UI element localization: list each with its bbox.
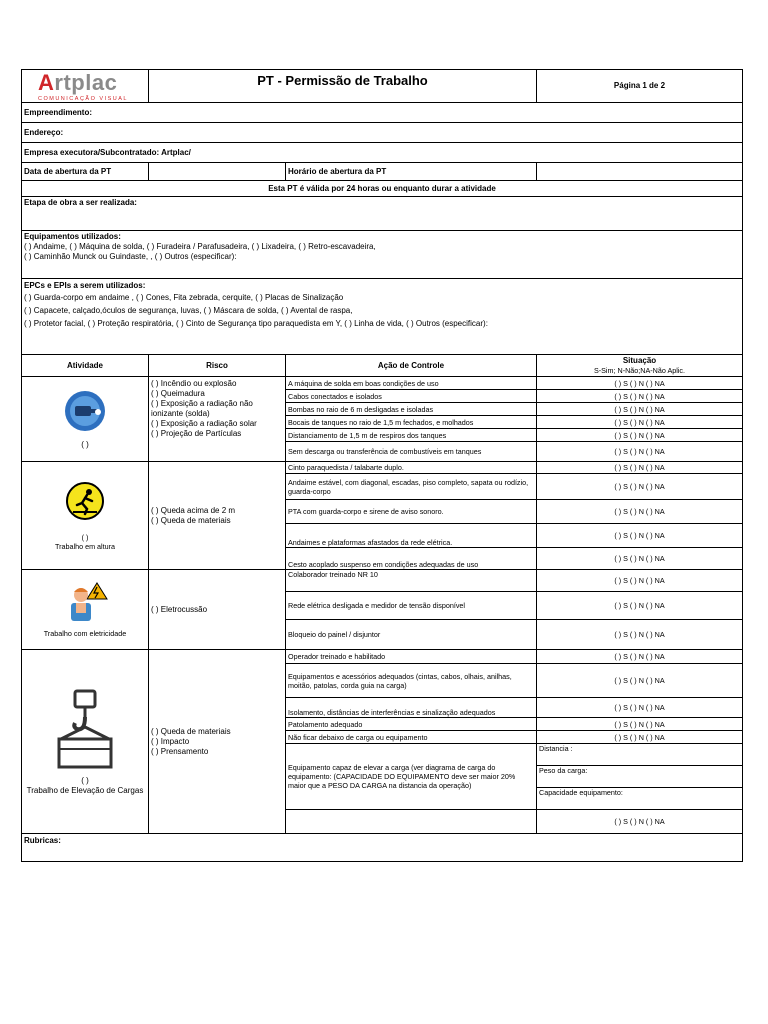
fall-hazard-icon xyxy=(65,481,105,521)
action-item: Sem descarga ou transferência de combustíveis em tanques xyxy=(286,442,537,462)
action-item: Cinto paraquedista / talabarte duplo. xyxy=(286,462,537,474)
height-activity-name: Trabalho em altura xyxy=(54,541,116,551)
risk-item[interactable]: ( ) Queda acima de 2 m xyxy=(151,505,236,515)
risks-lifting xyxy=(149,650,286,834)
electricity-activity-name: Trabalho com eletricidade xyxy=(43,629,127,638)
crane-hook-icon xyxy=(47,687,123,771)
epc-line-3[interactable]: ( ) Protetor facial, ( ) Proteção respiratória, ( ) Cinto de Segurança tipo paraquedista em Y, ( ) Linha de vida, ( ) Outros (especificar): xyxy=(24,319,488,328)
peso-carga-field[interactable]: Peso da carga: xyxy=(537,766,743,788)
equipment-line-1[interactable]: ( ) Andaime, ( ) Máquina de solda, ( ) Furadeira / Parafusadeira, ( ) Lixadeira, ( ) Retro-escavadeira, xyxy=(24,242,376,251)
action-item: Rede elétrica desligada e medidor de tensão disponível xyxy=(286,592,537,620)
action-item: Operador treinado e habilitado xyxy=(286,650,537,664)
status-options[interactable]: ( ) S ( ) N ( ) NA xyxy=(537,416,743,429)
lifting-activity-name: Trabalho de Elevação de Cargas xyxy=(26,786,144,795)
logo: Artplac COMUNICAÇÃO VISUAL xyxy=(22,70,149,103)
risk-item[interactable]: ( ) Queda de materiais xyxy=(151,726,231,736)
logo-brand-rest: rtplac xyxy=(54,70,118,95)
status-options[interactable]: ( ) S ( ) N ( ) NA xyxy=(537,462,743,474)
equipment-heading: Equipamentos utilizados: xyxy=(24,232,121,241)
risk-item[interactable]: ( ) Exposição a radiação solar xyxy=(151,419,257,428)
action-item: Equipamento capaz de elevar a carga (ver diagrama de carga do equipamento: (CAPACIDADE DO EQUIPAMENTO deve ser maior 20% maior que a PESO DA CARGA na distancia da operação) xyxy=(286,744,537,810)
risk-item[interactable]: ( ) Projeção de Partículas xyxy=(151,429,242,438)
status-options[interactable]: ( ) S ( ) N ( ) NA xyxy=(537,442,743,462)
capacidade-field[interactable]: Capacidade equipamento: xyxy=(537,788,743,810)
action-item: Bombas no raio de 6 m desligadas e isoladas xyxy=(286,403,537,416)
electrician-icon xyxy=(61,581,109,625)
col-atividade: Atividade xyxy=(22,355,149,377)
status-options[interactable]: ( ) S ( ) N ( ) NA xyxy=(537,664,743,698)
risk-item[interactable]: ( ) Impacto xyxy=(151,736,190,746)
action-item: Isolamento, distâncias de interferências e sinalização adequados xyxy=(286,698,537,718)
validity-note: Esta PT é válida por 24 horas ou enquanto durar a atividade xyxy=(22,181,743,197)
etapa-field[interactable]: Etapa de obra a ser realizada: xyxy=(22,197,743,231)
status-options[interactable]: ( ) S ( ) N ( ) NA xyxy=(537,731,743,744)
equipment-line-2[interactable]: ( ) Caminhão Munck ou Guindaste, , ( ) Outros (especificar): xyxy=(24,252,237,261)
col-risco: Risco xyxy=(149,355,286,377)
status-options[interactable]: ( ) S ( ) N ( ) NA xyxy=(537,810,743,834)
risk-item[interactable]: ( ) Eletrocussão xyxy=(151,604,208,614)
status-options[interactable]: ( ) S ( ) N ( ) NA xyxy=(537,548,743,570)
page-title: PT - Permissão de Trabalho xyxy=(149,70,537,103)
endereco-field[interactable]: Endereço: xyxy=(22,123,743,143)
epc-heading: EPCs e EPIs a serem utilizados: xyxy=(24,281,146,290)
col-acao: Ação de Controle xyxy=(286,355,537,377)
equipment-section xyxy=(22,231,743,279)
horario-abertura-label: Horário de abertura da PT xyxy=(286,163,537,181)
status-options[interactable]: ( ) S ( ) N ( ) NA xyxy=(537,474,743,500)
action-item: Distanciamento de 1,5 m de respiros dos tanques xyxy=(286,429,537,442)
logo-subtitle: COMUNICAÇÃO VISUAL xyxy=(38,96,128,102)
risks-electricity xyxy=(149,570,286,650)
action-item: Andaime estável, com diagonal, escadas, piso completo, sapata ou rodízio, guarda-corpo xyxy=(286,474,537,500)
page-number: Página 1 de 2 xyxy=(537,70,743,103)
welding-checkbox[interactable]: ( ) xyxy=(81,439,89,449)
distancia-field[interactable]: Distancia : xyxy=(537,744,743,766)
status-options[interactable]: ( ) S ( ) N ( ) NA xyxy=(537,524,743,548)
status-options[interactable]: ( ) S ( ) N ( ) NA xyxy=(537,718,743,731)
risks-welding xyxy=(149,377,286,462)
status-options[interactable]: ( ) S ( ) N ( ) NA xyxy=(537,429,743,442)
activity-electricity xyxy=(22,570,149,650)
activity-height xyxy=(22,462,149,570)
epc-line-1[interactable]: ( ) Guarda-corpo em andaime , ( ) Cones, Fita zebrada, cerquite, ( ) Placas de Sinalização xyxy=(24,293,344,302)
status-options[interactable]: ( ) S ( ) N ( ) NA xyxy=(537,403,743,416)
status-options[interactable]: ( ) S ( ) N ( ) NA xyxy=(537,390,743,403)
risk-item[interactable]: ( ) Queda de materiais xyxy=(151,515,231,525)
risk-item[interactable]: ( ) Prensamento xyxy=(151,746,209,756)
action-item: PTA com guarda-corpo e sirene de aviso sonoro. xyxy=(286,500,537,524)
status-options[interactable]: ( ) S ( ) N ( ) NA xyxy=(537,570,743,592)
status-options[interactable]: ( ) S ( ) N ( ) NA xyxy=(537,620,743,650)
action-item: Andaimes e plataformas afastados da rede elétrica. xyxy=(286,524,537,548)
action-item: A máquina de solda em boas condições de uso xyxy=(286,377,537,390)
epc-line-2[interactable]: ( ) Capacete, calçado,óculos de segurança, luvas, ( ) Máscara de solda, ( ) Avental de raspa, xyxy=(24,306,353,315)
action-item: Bocais de tanques no raio de 1,5 m fechados, e molhados xyxy=(286,416,537,429)
col-situacao: Situação S-Sim; N-Não;NA-Não Aplic. xyxy=(537,355,743,377)
action-item: Equipamentos e acessórios adequados (cintas, cabos, olhais, anilhas, moitão, patolas, corda guia na carga) xyxy=(286,664,537,698)
situacao-legend: S-Sim; N-Não;NA-Não Aplic. xyxy=(593,366,686,375)
status-options[interactable]: ( ) S ( ) N ( ) NA xyxy=(537,592,743,620)
status-options[interactable]: ( ) S ( ) N ( ) NA xyxy=(537,377,743,390)
horario-abertura-input[interactable] xyxy=(537,163,743,181)
risk-item[interactable]: ( ) Exposição a radiação não ionizante (solda) xyxy=(151,399,253,418)
data-abertura-input[interactable] xyxy=(149,163,286,181)
lifting-blank xyxy=(286,810,537,834)
action-item: Cesto acoplado suspenso em condições adequadas de uso xyxy=(286,548,537,570)
epc-section xyxy=(22,279,743,355)
activity-welding xyxy=(22,377,149,462)
risk-item[interactable]: ( ) Incêndio ou explosão xyxy=(151,379,237,388)
action-item: Cabos conectados e isolados xyxy=(286,390,537,403)
empreendimento-field[interactable]: Empreendimento: xyxy=(22,103,743,123)
height-checkbox[interactable]: ( ) xyxy=(81,532,89,542)
action-item: Colaborador treinado NR 10 xyxy=(286,570,537,592)
risk-item[interactable]: ( ) Queimadura xyxy=(151,389,205,398)
status-options[interactable]: ( ) S ( ) N ( ) NA xyxy=(537,500,743,524)
activity-lifting xyxy=(22,650,149,834)
status-options[interactable]: ( ) S ( ) N ( ) NA xyxy=(537,698,743,718)
action-item: Não ficar debaixo de carga ou equipamento xyxy=(286,731,537,744)
action-item: Patolamento adequado xyxy=(286,718,537,731)
lifting-checkbox[interactable]: ( ) xyxy=(81,776,89,785)
empresa-field[interactable]: Empresa executora/Subcontratado: Artplac/ xyxy=(22,143,743,163)
rubricas-field[interactable]: Rubricas: xyxy=(22,834,743,862)
status-options[interactable]: ( ) S ( ) N ( ) NA xyxy=(537,650,743,664)
data-abertura-label: Data de abertura da PT xyxy=(22,163,149,181)
risks-height xyxy=(149,462,286,570)
welding-icon xyxy=(63,389,107,433)
permit-table xyxy=(21,69,743,862)
permit-form xyxy=(21,69,742,862)
action-item: Bloqueio do painel / disjuntor xyxy=(286,620,537,650)
